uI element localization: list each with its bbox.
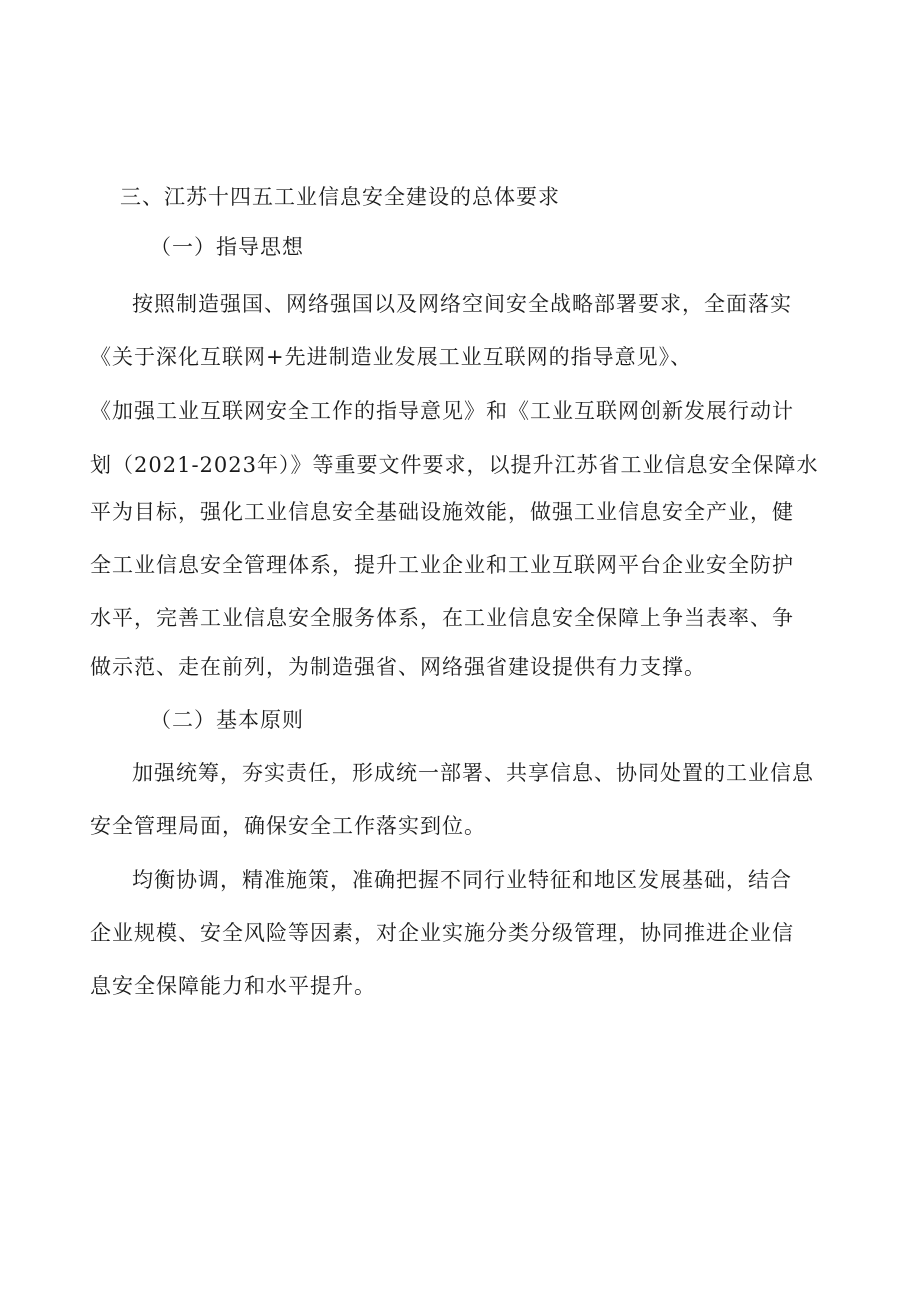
- paragraph-line: 息安全保障能力和水平提升。: [90, 974, 376, 998]
- subheading-guiding-ideology: （一）指导思想: [150, 235, 304, 259]
- paragraph-line: 做示范、走在前列，为制造强省、网络强省建设提供有力支撑。: [90, 655, 706, 679]
- paragraph-line: 划（2021-2023年）》等重要文件要求，以提升江苏省工业信息安全保障水: [90, 453, 819, 477]
- paragraph-line: 水平，完善工业信息安全服务体系，在工业信息安全保障上争当表率、争: [90, 606, 794, 630]
- paragraph-line: 安全管理局面，确保安全工作落实到位。: [90, 814, 486, 838]
- paragraph-line: 均衡协调，精准施策，准确把握不同行业特征和地区发展基础，结合: [132, 868, 792, 892]
- paragraph-line: 加强统筹，夯实责任，形成统一部署、共享信息、协同处置的工业信息: [132, 761, 814, 785]
- paragraph-line: 《关于深化互联网+先进制造业发展工业互联网的指导意见》、: [90, 345, 693, 369]
- section-heading: 三、江苏十四五工业信息安全建设的总体要求: [120, 185, 560, 209]
- paragraph-line: 全工业信息安全管理体系，提升工业企业和工业互联网平台企业安全防护: [90, 553, 794, 577]
- paragraph-line: 按照制造强国、网络强国以及网络空间安全战略部署要求，全面落实: [132, 292, 792, 316]
- paragraph-line: 《加强工业互联网安全工作的指导意见》和《工业互联网创新发展行动计: [90, 399, 794, 423]
- paragraph-line: 企业规模、安全风险等因素，对企业实施分类分级管理，协同推进企业信: [90, 921, 794, 945]
- paragraph-line: 平为目标，强化工业信息安全基础设施效能，做强工业信息安全产业，健: [90, 500, 794, 524]
- subheading-basic-principles: （二）基本原则: [150, 708, 304, 732]
